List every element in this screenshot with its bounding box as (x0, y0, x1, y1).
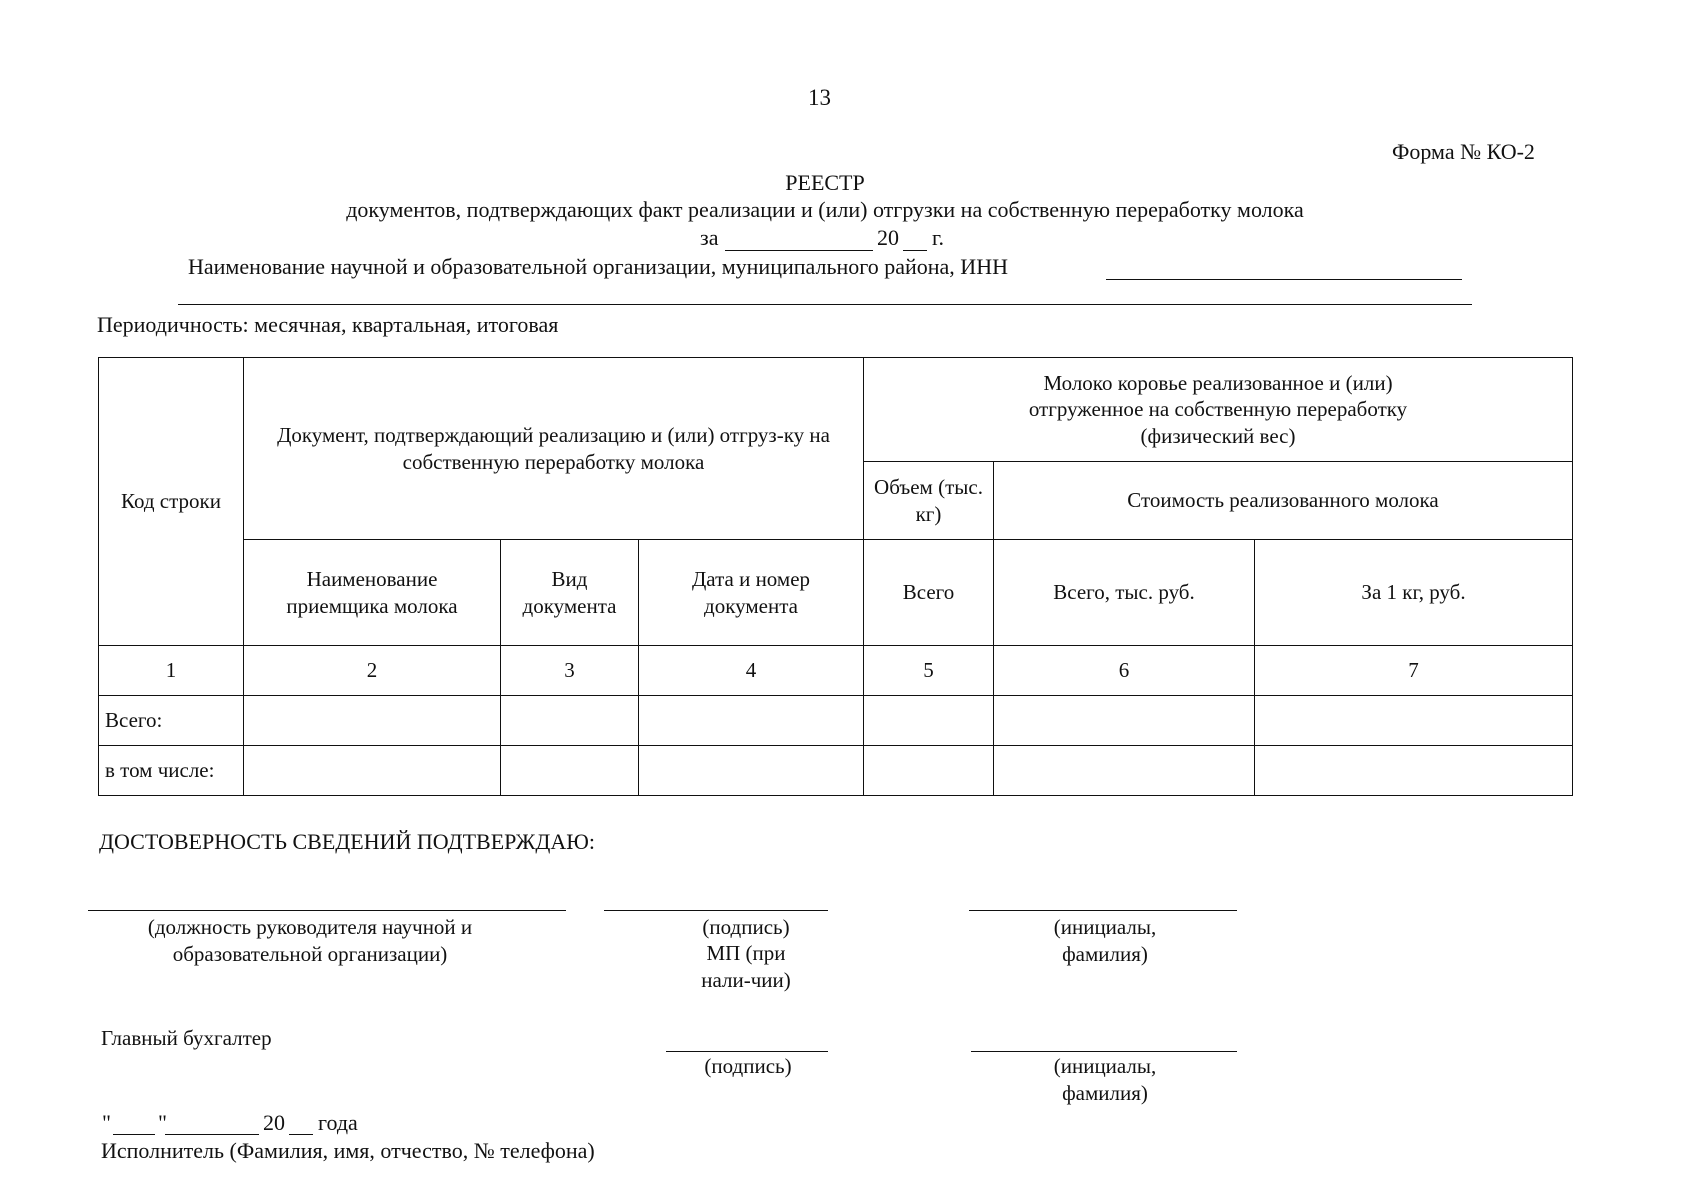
year-blank (903, 250, 927, 251)
signature2-caption: (подпись) (704, 1054, 792, 1078)
col-number-2: 2 (244, 646, 501, 696)
cell (1255, 746, 1573, 796)
cell (501, 696, 639, 746)
header-recipient: Наименование приемщика молока (244, 540, 501, 646)
header-doc-type: Вид документа (501, 540, 639, 646)
initials-caption: (инициалы, фамилия) (1053, 915, 1157, 967)
chief-accountant-label: Главный бухгалтер (101, 1026, 272, 1050)
col-number-3: 3 (501, 646, 639, 696)
date-suffix: года (318, 1110, 358, 1135)
cell (994, 696, 1255, 746)
signature-caption: (подпись) (702, 915, 790, 939)
row-label-including: в том числе: (99, 746, 244, 796)
header-cost-group: Стоимость реализованного молока (994, 462, 1573, 540)
periodicity: Периодичность: месячная, квартальная, итоговая (97, 312, 559, 337)
signature-line (604, 910, 828, 911)
cell (864, 696, 994, 746)
initials-line (969, 910, 1237, 911)
doc-subtitle: документов, подтверждающих факт реализации и (или) отгрузки на собственную переработку молока (346, 197, 1304, 222)
period-prefix: за (700, 225, 719, 250)
cell (1255, 696, 1573, 746)
col-number-6: 6 (994, 646, 1255, 696)
position-line (88, 910, 566, 911)
header-volume: Объем (тыс. кг) (864, 462, 994, 540)
inn-blank (1106, 279, 1462, 280)
header-per-kg: За 1 кг, руб. (1255, 540, 1573, 646)
row-label-total: Всего: (99, 696, 244, 746)
cell (639, 746, 864, 796)
date-quote-close: " (158, 1110, 167, 1135)
initials2-caption: (инициалы, фамилия) (1053, 1054, 1157, 1106)
form-number: Форма № КО-2 (1392, 139, 1535, 164)
period-year: 20 (877, 225, 899, 250)
org-blank-line (178, 304, 1472, 305)
period-blank (725, 250, 873, 251)
table-row (99, 746, 1573, 796)
cell (244, 696, 501, 746)
doc-title: РЕЕСТР (785, 170, 865, 195)
col-number-4: 4 (639, 646, 864, 696)
stamp-caption: МП (при нали-чии) (701, 941, 791, 993)
cell (244, 746, 501, 796)
period-suffix: г. (932, 225, 945, 250)
col-number-5: 5 (864, 646, 994, 696)
org-label: Наименование научной и образовательной организации, муниципального района, ИНН (188, 254, 1008, 279)
page-number: 13 (808, 85, 831, 110)
header-milk-group: Молоко коровье реализованное и (или) отгруженное на собственную переработку (физический вес) (864, 358, 1573, 462)
date-year: 20 (263, 1110, 285, 1135)
header-total-rub: Всего, тыс. руб. (994, 540, 1255, 646)
cell (639, 696, 864, 746)
confirm-heading: ДОСТОВЕРНОСТЬ СВЕДЕНИЙ ПОДТВЕРЖДАЮ: (99, 829, 595, 854)
col-number-1: 1 (99, 646, 244, 696)
cell (501, 746, 639, 796)
day-blank (113, 1134, 155, 1135)
cell (994, 746, 1255, 796)
position-caption: (должность руководителя научной и образовательной организации) (147, 915, 473, 967)
cell (864, 746, 994, 796)
executor-label: Исполнитель (Фамилия, имя, отчество, № телефона) (101, 1138, 595, 1163)
signature2-line (666, 1051, 828, 1052)
table-row (99, 696, 1573, 746)
initials2-line (971, 1051, 1237, 1052)
header-doc-date: Дата и номер документа (639, 540, 864, 646)
header-document-group: Документ, подтверждающий реализацию и (или) отгруз-ку на собственную переработку молока (244, 358, 864, 540)
col-number-7: 7 (1255, 646, 1573, 696)
header-total: Всего (864, 540, 994, 646)
header-code: Код строки (99, 358, 244, 646)
month-blank (165, 1134, 259, 1135)
date-year-blank (289, 1134, 313, 1135)
registry-table (98, 357, 1573, 796)
date-quote-open: " (102, 1110, 111, 1135)
